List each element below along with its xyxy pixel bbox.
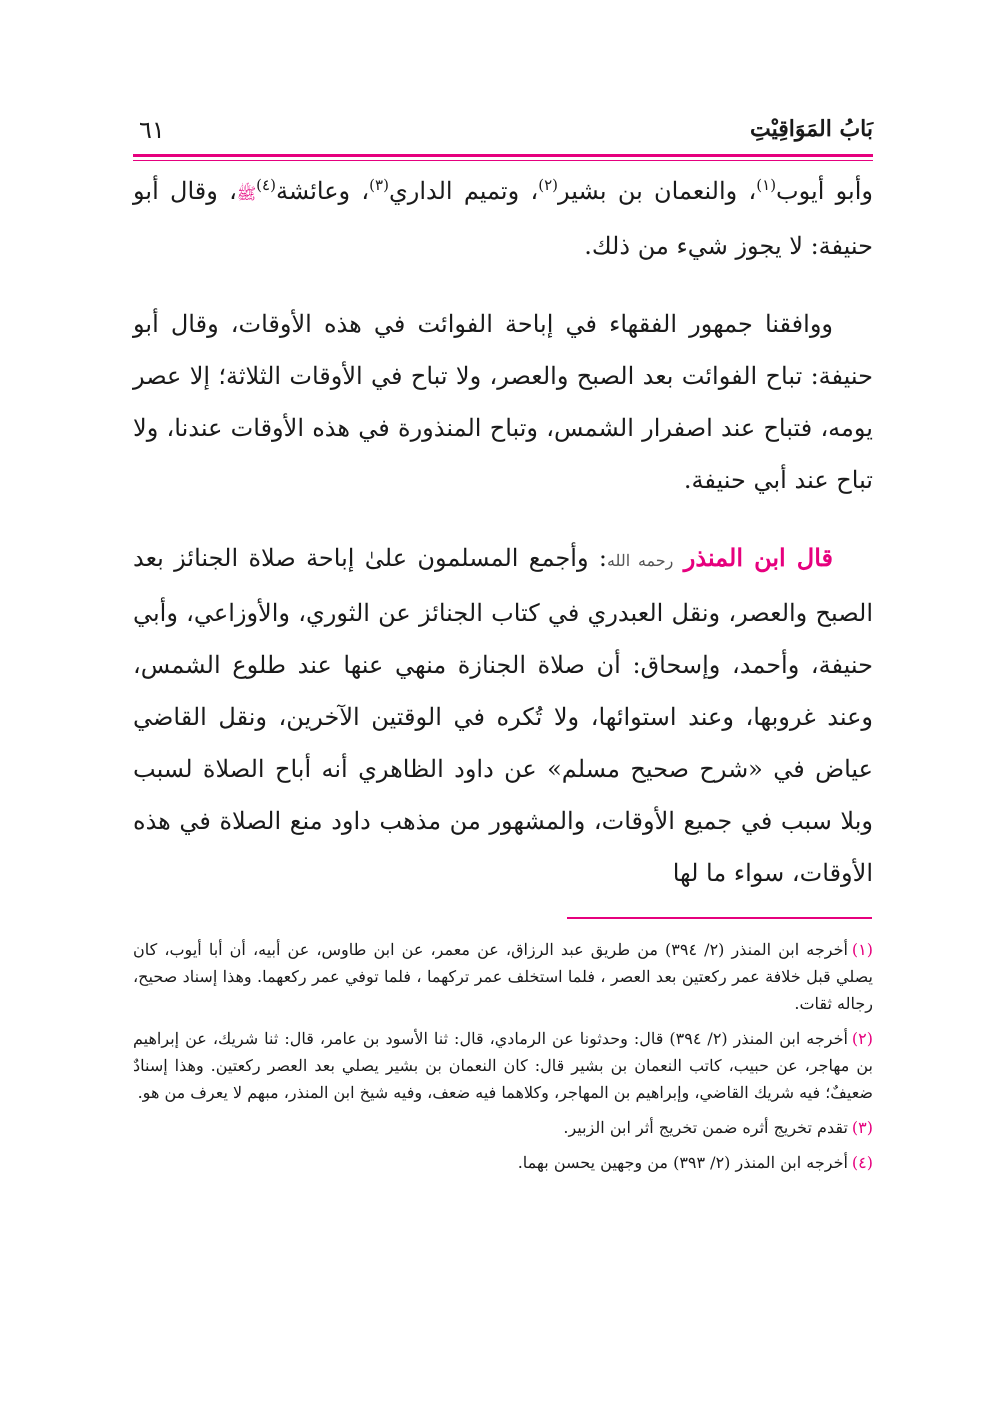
footnote-number: (٤) [851, 1153, 873, 1172]
footnote-number: (٣) [851, 1118, 873, 1137]
footnote-text: تقدم تخريج أثره ضمن تخريج أثر ابن الزبير. [563, 1118, 848, 1137]
footnote [133, 1025, 873, 1106]
paragraph-3 [133, 532, 873, 899]
p1-text-2: ، والنعمان بن بشير [557, 177, 757, 205]
p1-text-4: ، وعائشة [275, 177, 370, 205]
p3-text: : وأجمع المسلمون علىٰ إباحة صلاة الجنائز بعد الصبح والعصر، ونقل العبدري في كتاب الجنائز عن الثوري، والأوزاعي، وأبي حنيفة، وأحمد، وإسحاق: أن صلاة الجنازة منهي عنها عند طلوع الشمس، وعند غروبها، وعند استوائها، ولا تُكره في الوقتين الآخرين، ونقل القاضي عياض في «شرح صحيح مسلم» عن داود الظاهري أنه أباح الصلاة لسبب وبلا سبب في جميع الأوقات، والمشهور من مذهب داود منع الصلاة في هذه الأوقات، سواء ما لها [133, 544, 874, 887]
footnote-ref-4[interactable]: (٤) [256, 176, 276, 194]
footnote-ref-2[interactable]: (٢) [538, 176, 558, 194]
running-header [133, 112, 873, 152]
p1-text-3: ، وتميم الداري [388, 177, 539, 205]
chapter-title: بَابُ المَوَاقِيْتِ [750, 116, 873, 142]
footnote-number: (٢) [851, 1029, 874, 1048]
main-text [133, 165, 873, 899]
p1-text-5: ، وقال أبو حنيفة: لا يجوز شيء من ذلك. [133, 177, 873, 260]
paragraph-1 [133, 165, 873, 272]
footnote-text: أخرجه ابن المنذر (٢/ ٣٩٣) من وجهين يحسن بهما. [517, 1153, 848, 1172]
honorific-rahimahullah: رحمه الله [606, 551, 674, 570]
p1-text-1: وأبو أيوب [776, 177, 873, 205]
footnote [133, 1149, 873, 1176]
speaker-name: قال ابن المنذر [683, 543, 833, 572]
footnote-ref-3[interactable]: (٣) [369, 176, 389, 194]
footnote [133, 936, 873, 1017]
paragraph-2: ووافقنا جمهور الفقهاء في إباحة الفوائت في هذه الأوقات، وقال أبو حنيفة: تباح الفوائت بعد الصبح والعصر، ولا تباح في الأوقات الثلاثة؛ إلا عصر يومه، فتباح عند اصفرار الشمس، وتباح المنذورة في هذه الأوقات عندنا، ولا تباح عند أبي حنيفة. [133, 310, 873, 494]
honorific-glyph: ﷺ [236, 184, 257, 203]
footnote-text: أخرجه ابن المنذر (٢/ ٣٩٤) قال: وحدثونا عن الرمادي، قال: ثنا الأسود بن عامر، قال: ثنا شريك، عن إبراهيم بن مهاجر، عن حبيب، كاتب النعمان بن بشير قال: كان النعمان بن بشير يصلي بعد العصر ركعتين. وهذا إسنادٌ ضعيفٌ؛ فيه شريك القاضي، وإبراهيم بن المهاجر، وكلاهما فيه ضعف، وفيه شيخ ابن المنذر، مبهم لا يعرف من هو. [133, 1029, 873, 1102]
header-rule-thick [133, 154, 873, 157]
footnotes [133, 936, 873, 1184]
header-rule-thin [133, 160, 873, 161]
page-number: ٦١ [139, 116, 165, 144]
footnote [133, 1114, 873, 1141]
footnote-separator [567, 917, 872, 919]
footnote-ref-1[interactable]: (١) [756, 176, 777, 194]
footnote-number: (١) [851, 940, 874, 959]
footnote-text: أخرجه ابن المنذر (٢/ ٣٩٤) من طريق عبد الرزاق، عن معمر، عن ابن طاوس، عن أبيه، أن أبا أيوب، كان يصلي قبل خلافة عمر ركعتين بعد العصر ، فلما استخلف عمر تركهما ، فلما توفي عمر ركعهما. وهذا إسناد صحيح، رجاله ثقات. [133, 940, 873, 1013]
